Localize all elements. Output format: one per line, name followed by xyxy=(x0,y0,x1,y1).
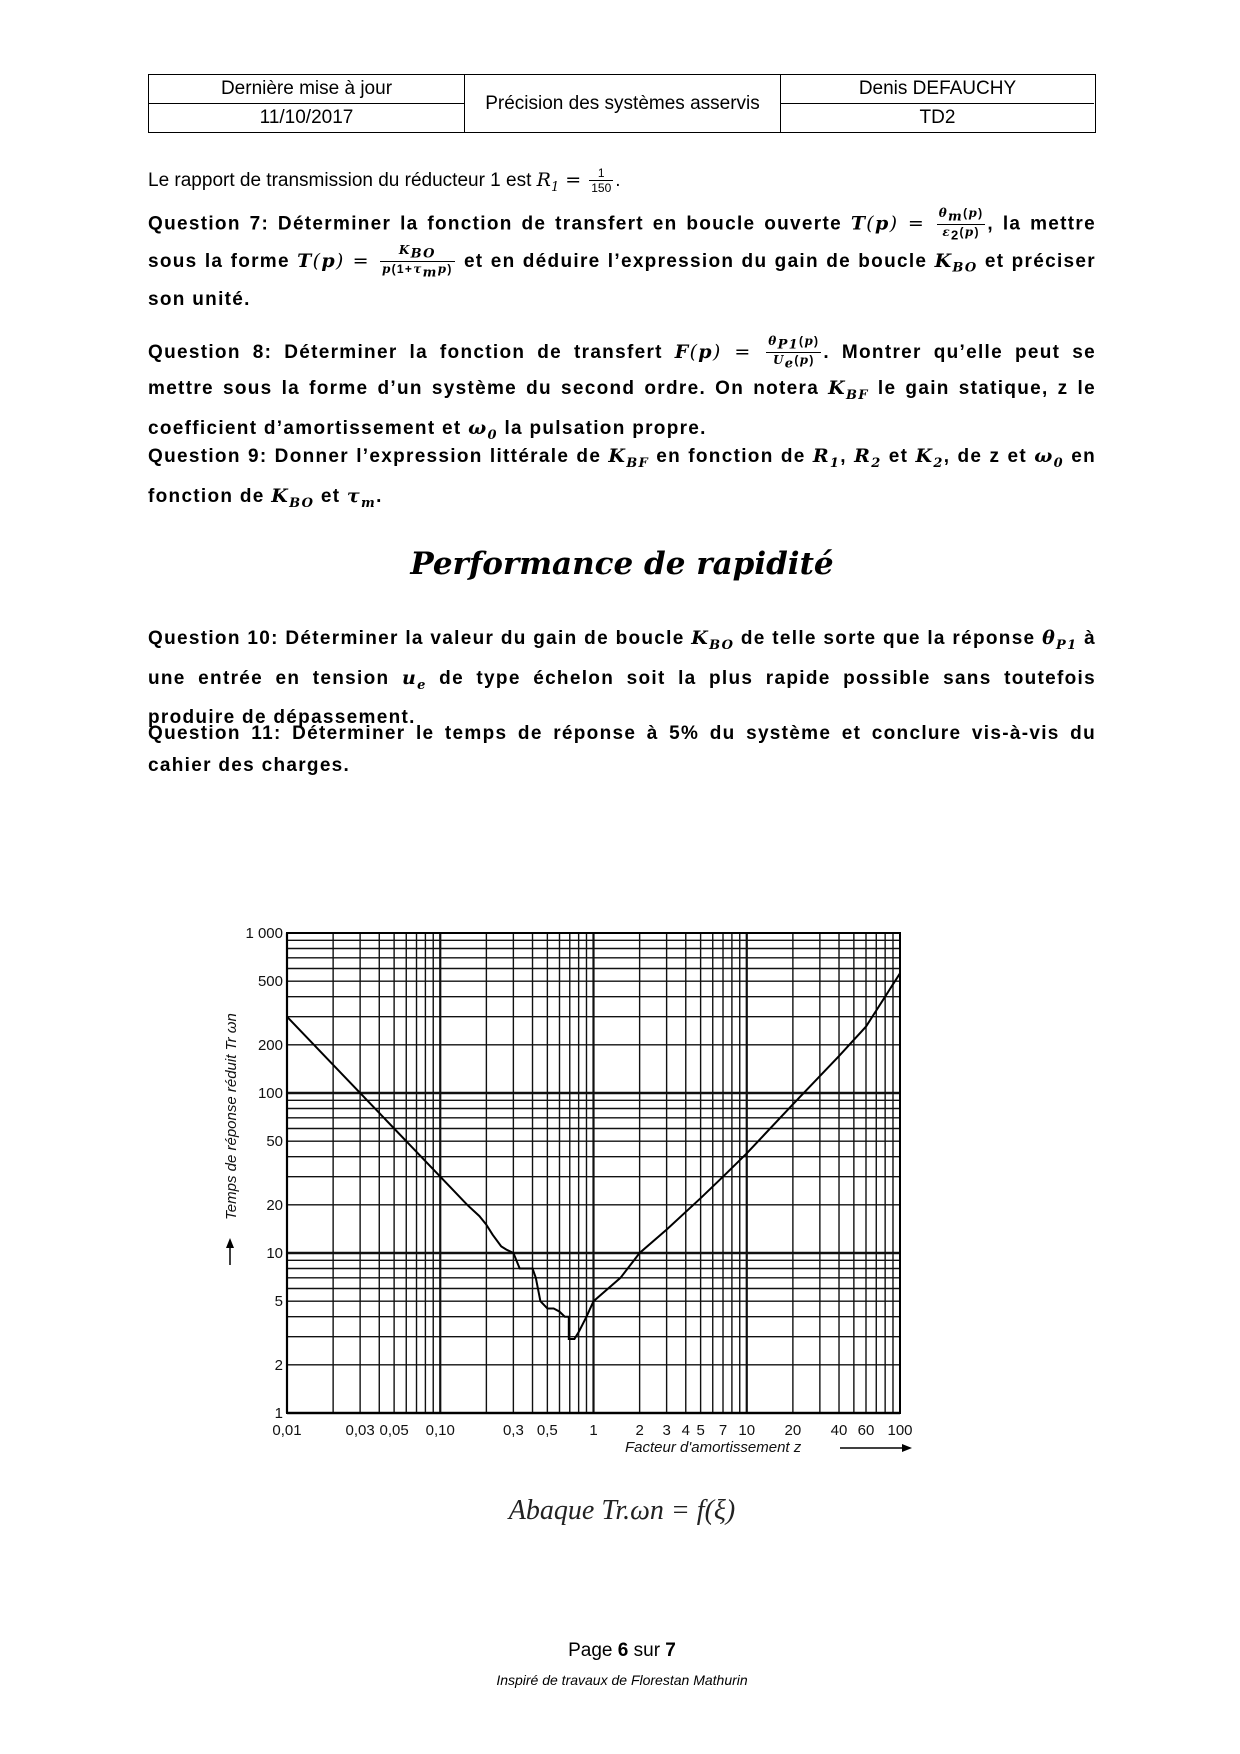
x-tick-labels xyxy=(272,1422,912,1439)
x-tick-label: 7 xyxy=(718,1422,728,1439)
page-current: 6 xyxy=(617,1640,629,1661)
chart-grid xyxy=(287,933,900,1413)
y-tick-label: 100 xyxy=(257,1085,283,1102)
q10-text-b: de telle sorte que la réponse xyxy=(734,628,1043,649)
question-8: Question 8: Déterminer la fonction de transfert F(p) = $\frac{\theta_{P1}(p)}{U_e(p)}$ . Montrer qu’elle peut se mettre sous la forme d’un système du second ordre. On notera $K_{BF}$ le gain statique, z le coefficient d’amortissement et $\omega_0$ la pulsation propre. xyxy=(148,334,1096,443)
footer-credit: Inspiré de travaux de Florestan Mathurin xyxy=(496,1672,748,1688)
q8-text-c: le gain statique, z le coefficient d’amortissement et xyxy=(148,377,1096,439)
y-tick-labels xyxy=(245,925,283,1422)
page-mid: sur xyxy=(628,1640,666,1661)
page-total: 7 xyxy=(665,1640,676,1661)
author-name: Denis DEFAUCHY xyxy=(781,75,1094,104)
x-axis-label: Facteur d'amortissement z xyxy=(625,1439,802,1456)
y-axis-label: Temps de réponse réduit Tr ωn xyxy=(223,1013,240,1220)
q10-text-a: Déterminer la valeur du gain de boucle xyxy=(278,628,692,649)
q9-text-d: , de z et xyxy=(943,446,1035,467)
chart-caption: Abaque Tr.ωn = f(ξ) xyxy=(508,1495,736,1526)
ratio-sentence: Le rapport de transmission du réducteur 1 est xyxy=(148,170,537,191)
q8-label: Question 8: xyxy=(148,341,273,363)
q9-text-f: et xyxy=(314,485,347,507)
ratio-paragraph: Le rapport de transmission du réducteur 1 est $R_1$ = $\frac{1}{150}$ . xyxy=(148,166,621,196)
q9-text-c: et xyxy=(881,446,916,467)
header-table xyxy=(148,74,1096,133)
abaque-chart xyxy=(200,860,1060,1500)
update-date: 11/10/2017 xyxy=(149,104,465,132)
ratio-numerator: 1 xyxy=(589,166,613,181)
x-tick-label: 60 xyxy=(857,1422,875,1439)
y-tick-label: 10 xyxy=(266,1245,283,1262)
section-title: Performance de rapidité xyxy=(410,546,834,582)
x-tick-label: 5 xyxy=(696,1422,705,1439)
q7-text-a: Déterminer la fonction de transfert en boucle ouverte xyxy=(269,213,851,235)
q9-text-a: Donner l’expression littérale de xyxy=(267,446,609,467)
page-number xyxy=(148,1640,1096,1662)
x-tick-label: 4 xyxy=(681,1422,690,1439)
x-tick-label: 0,3 xyxy=(502,1422,524,1439)
question-10: Question 10: Déterminer la valeur du gain de boucle $K_{BO}$ de telle sorte que la réponse $\theta_{P1}$ à une entrée en tension $u_e$ de type échelon soit la plus rapide possible sans toutefois produire de dépassement. xyxy=(148,627,1096,728)
x-tick-label: 10 xyxy=(738,1422,756,1439)
ratio-fraction xyxy=(589,166,613,195)
x-tick-label: 40 xyxy=(830,1422,848,1439)
y-tick-label: 20 xyxy=(266,1196,283,1214)
q7-label: Question 7: xyxy=(148,213,270,235)
y-tick-label: 2 xyxy=(274,1356,283,1374)
y-tick-label: 1 000 xyxy=(245,925,283,942)
q7-text-b: , la mettre sous la forme xyxy=(148,213,1096,272)
page-prefix: Page xyxy=(568,1640,618,1661)
q11-label: Question 11: xyxy=(148,723,282,744)
q9-text-g: . xyxy=(376,485,383,507)
x-tick-label: 20 xyxy=(784,1422,802,1439)
q9-label: Question 9: xyxy=(148,446,268,467)
q8-text-d: la pulsation propre. xyxy=(497,417,707,439)
y-tick-label: 200 xyxy=(257,1036,283,1054)
axis-labels xyxy=(223,1013,912,1456)
x-tick-label: 0,03 xyxy=(345,1422,375,1439)
x-tick-label: 2 xyxy=(635,1422,644,1439)
y-tick-label: 500 xyxy=(257,973,283,991)
q10-label: Question 10: xyxy=(148,628,279,649)
x-tick-label: 0,10 xyxy=(425,1422,455,1439)
course-title: Précision des systèmes asservis xyxy=(465,75,781,132)
q10-text-d: de type échelon soit la plus rapide possible sans toutefois produire de dépassement. xyxy=(148,667,1096,728)
y-tick-label: 5 xyxy=(274,1293,283,1311)
q9-text-b: en fonction de xyxy=(649,446,813,467)
y-tick-label: 1 xyxy=(274,1405,283,1422)
x-tick-label: 100 xyxy=(887,1422,913,1439)
q7-text-c: et en déduire l’expression du gain de boucle xyxy=(456,250,935,272)
question-9: Question 9: Donner l’expression littérale de $K_{BF}$ en fonction de $R_1$, $R_2$ et $K_2$, de z et $\omega_0$ en fonction de $K_{BO}$ et $\tau_m$. xyxy=(148,445,1096,511)
x-tick-label: 0,01 xyxy=(272,1422,302,1439)
y-axis-arrowhead xyxy=(226,1238,234,1248)
last-update-label: Dernière mise à jour xyxy=(149,75,465,104)
x-tick-label: 0,05 xyxy=(379,1422,409,1439)
q8-text-a: Déterminer la fonction de transfert xyxy=(272,341,675,363)
y-tick-label: 50 xyxy=(266,1133,283,1151)
ratio-denominator: 150 xyxy=(591,181,612,196)
q7-text-d: et préciser son unité. xyxy=(148,250,1096,311)
x-tick-label: 3 xyxy=(662,1422,671,1439)
x-tick-label: 0,5 xyxy=(536,1422,558,1439)
question-11 xyxy=(148,718,1096,782)
ratio-symbol: R xyxy=(536,169,551,191)
document-type: TD2 xyxy=(919,107,956,128)
ratio-sub: 1 xyxy=(550,179,560,195)
q10-text-c: à une entrée en tension xyxy=(148,628,1096,689)
x-axis-arrowhead xyxy=(902,1444,912,1452)
q8-text-b: . Montrer qu’elle peut se mettre sous la forme d’un système du second ordre. On notera xyxy=(148,341,1096,399)
x-tick-label: 1 xyxy=(589,1422,598,1439)
question-7: Question 7: Déterminer la fonction de transfert en boucle ouverte T(p) = $\frac{\theta_m(p)}{\varepsilon_2(p)}$ , la mettre sous la forme T(p) = $\frac{K_{BO}}{p(1+\tau_mp)}$ et en déduire l’expression du gain de boucle $K_{BO}$ et préciser son unité. xyxy=(148,206,1096,311)
q11-text: Déterminer le temps de réponse à 5% du système et conclure vis-à-vis du cahier des charges. xyxy=(148,723,1096,776)
q9-text-e: en fonction de xyxy=(148,446,1096,507)
